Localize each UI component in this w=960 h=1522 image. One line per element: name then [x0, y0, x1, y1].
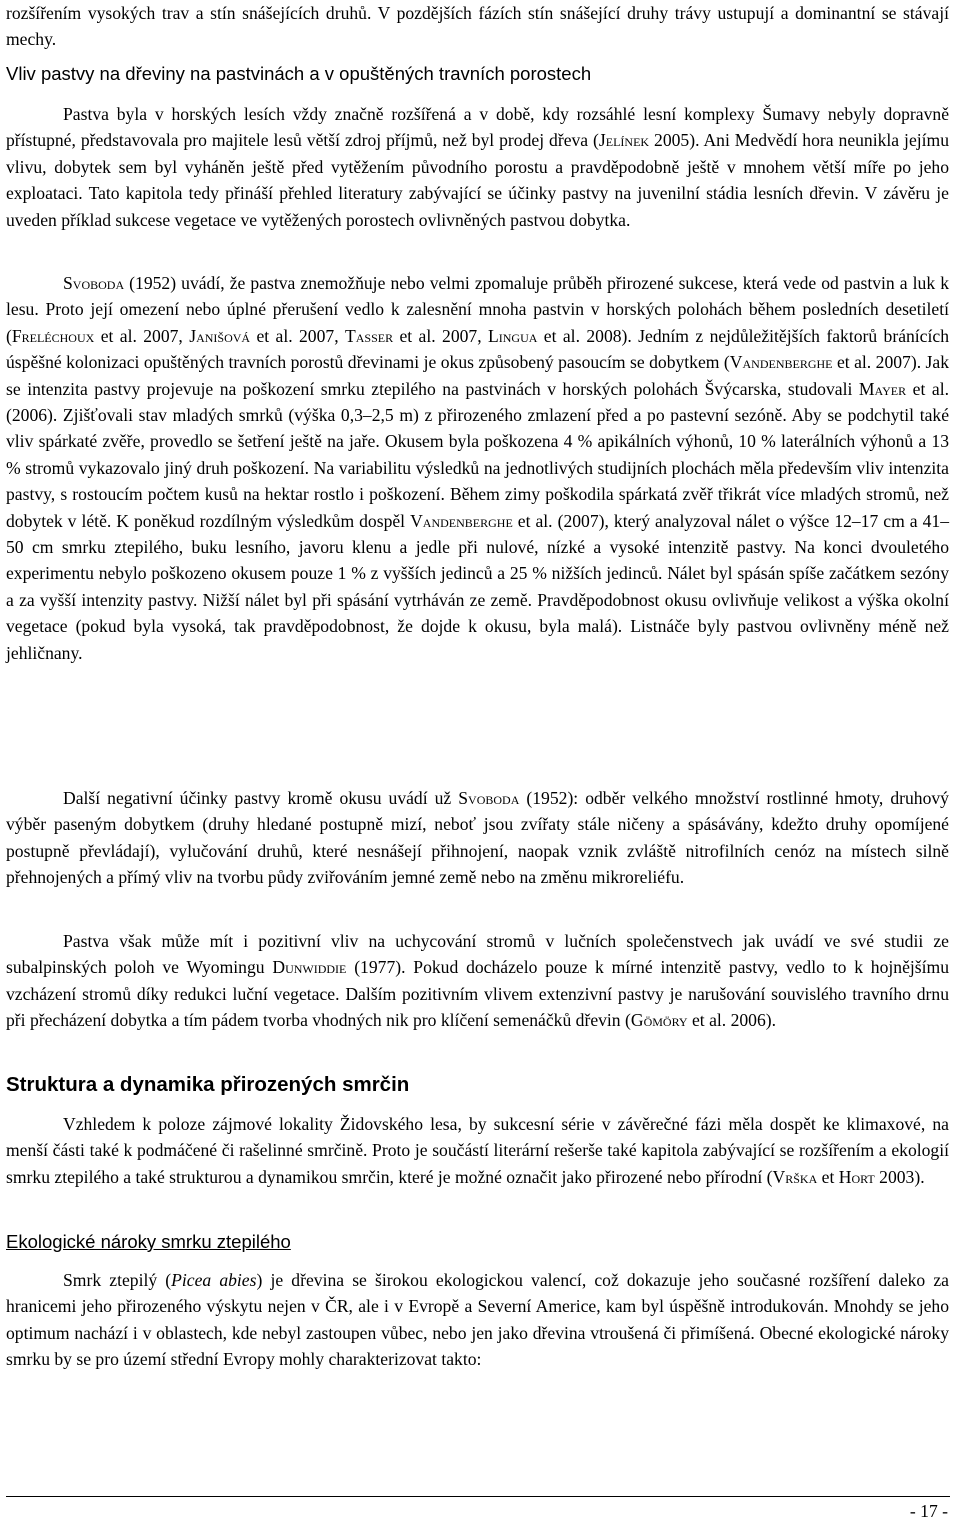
heading-grazing-effects: Vliv pastvy na dřeviny na pastvinách a v opuštěných travních porostech: [6, 63, 592, 84]
species-name: Picea abies: [171, 1270, 257, 1290]
citation-author: Janišová: [189, 325, 251, 346]
citation-author: Jelínek: [598, 130, 650, 151]
heading-spruce-structure: Struktura a dynamika přirozených smrčin: [6, 1073, 410, 1096]
citation-author: Mayer: [858, 378, 907, 399]
citation-author: Vandenberghe: [410, 510, 513, 531]
paragraph-continued: rozšířením vysokých trav a stín snášejících druhů. V pozdějších fázích stín snášející druhy trávy ustupují a dominantní se stávají mechy.: [6, 3, 949, 50]
citation-author: Tasser: [344, 325, 394, 346]
page-number: - 17 -: [909, 1501, 948, 1521]
paragraph-spruce-requirements: Smrk ztepilý (Picea abies) je dřevina se širokou ekologickou valencí, což dokazuje jeho současné rozšíření daleko za hranicemi jeho přirozeného výskytu nejen v ČR, ale i v Evropě a Severní Americe, kam byl úspěšně introdukován. Mnohdy se jeho optimum nachází i v oblastech, kde nebyl zastoupen vůbec, nebo jen jako dřevina vtroušená či přimíšená. Obecné ekologické nároky smrku by se pro území střední Evropy mohly charakterizovat takto:: [6, 1270, 949, 1370]
citation-author: Lingua: [488, 325, 538, 346]
citation-author: Freléchoux: [11, 325, 95, 346]
heading-spruce-ecology: Ekologické nároky smrku ztepilého: [6, 1231, 291, 1252]
citation-author: Svoboda: [63, 273, 125, 293]
paragraph-positive-effects: Pastva však může mít i pozitivní vliv na uchycování stromů v lučních společenstvech jak uvádí ve své studii ze subalpinských poloh ve Wyomingu Dunwiddie (1977). Pokud docházelo pouze k mírné intenzitě pastvy, vedlo to k hojnějšímu vzcházení stromů díky redukci luční vegetace. Dalším pozitivním vlivem extenzivní pastvy je narušování souvislého travního drnu při přecházení dobytka a tím pádem tvorba vhodných nik pro klíčení semenáčků dřevin (Gömöry et al. 2006).: [6, 931, 949, 1031]
paragraph-grazing-literature: Svoboda (1952) uvádí, že pastva znemožňuje nebo velmi zpomaluje průběh přirozené sukcese, která vede od pastvin a luk k lesu. Proto její omezení nebo úplné přerušení vedlo k zalesnění mnoha pastvin v horských polohách během posledních desetiletí (Freléchoux et al. 2007, Janišová et al. 2007, Tasser et al. 2007, Lingua et al. 2008). Jedním z nejdůležitějších faktorů bránících úspěšné kolonizaci opuštěných travních porostů dřevinami je okus způsobený pasoucím se dobytkem (Vandenberghe et al. 2007). Jak se intenzita pastvy projevuje na poškození smrku ztepilého na pastvinách v horských polohách Švýcarska, studovali Mayer et al. (2006). Zjišťovali stav mladých smrků (výška 0,3–2,5 m) z přirozeného zmlazení před a po pastevní sezóně. Aby se podchytil také vliv spárkaté zvěře, provedlo se šetření ještě na jaře. Okusem byla poškozena 4 % apikálních výhonů, 10 % laterálních výhonů a 13 % stromů vykazovalo jiný druh poškození. Na variabilitu výsledků na jednotlivých studijních plochách měla především vliv intenzita pastvy, s rostoucím počtem kusů na hektar rostlo i poškození. Během zimy poškodila spárkatá zvěř třikrát více mladých stromů, než dobytek v létě. K poněkud rozdílným výsledkům dospěl Vandenberghe et al. (2007), který analyzoval nálet o výšce 12–17 cm a 41–50 cm smrku ztepilého, buku lesního, javoru klenu a jedle při nulové, nízké a vysoké intenzitě pastvy. Na konci dvouletého experimentu nebylo poškozeno okusem pouze 1 % z vyšších jedinců a 25 % nižších jedinců. Nálet byl spásán spíše začátkem sezóny a za vyšší intenzity pastvy. Nižší nálet byl při spásání vytrháván ze země. Pravděpodobnost okusu ovlivňuje velikost a výška okolní vegetace (pokud byla vysoká, tak pravděpodobnost, že dojde k okusu, byla malá). Listnáče byly pastvou ovlivněny méně než jehličnany.: [6, 273, 950, 663]
citation-author: Gömöry: [630, 1010, 688, 1031]
footer-divider: [6, 1496, 950, 1497]
paragraph-grazing-history: Pastva byla v horských lesích vždy značně rozšířená a v době, kdy rozsáhlé lesní komplexy Šumavy nebyly dopravně přístupné, představovala pro majitele lesů větší zdroj příjmů, než byl prodej dřeva (Jelínek 2005). Ani Medvědí hora neunikla jejímu vlivu, dobytek sem byl vyháněn ještě před vytěžením původního porostu a pravděpodobně ještě v mnohem větší míře po jeho exploataci. Tato kapitola tedy přináší přehled literatury zabývající se účinky pastvy na juvenilní stádia lesních dřevin. V závěru je uveden příklad sukcese vegetace ve vytěžených porostech ovlivněných pastvou dobytka.: [6, 104, 950, 230]
citation-author: Dunwiddie: [272, 957, 347, 978]
paragraph-negative-effects: Další negativní účinky pastvy kromě okusu uvádí už Svoboda (1952): odběr velkého množství rostlinné hmoty, druhový výběr paseným dobytkem (druhy hledané postupně mizí, neboť jsou zvířaty stále ničeny a spásávány, kdežto druhy opomíjené postupně převládají), vylučování druhů, které nesnášejí přihnojení, naopak vznik zvláště nitrofilních cenóz na místech silně přehnojených a přímý vliv na tvorbu půdy zviřováním jemné země nebo na změnu mikroreliéfu.: [6, 788, 949, 888]
citation-author: Hort: [838, 1166, 875, 1187]
citation-author: Vandenberghe: [729, 352, 833, 373]
citation-author: Vrška: [772, 1166, 818, 1187]
paragraph-spruce-stands: Vzhledem k poloze zájmové lokality Židovského lesa, by sukcesní série v závěrečné fázi měla dospět ke klimaxové, na menší části také k podmáčené či rašelinné smrčině. Proto je součástí literární rešerše také kapitola zabývající se rozšířením a ekologií smrku ztepilého a také strukturou a dynamikou smrčin, které je možné označit jako přirozené nebo přírodní (Vrška et Hort 2003).: [6, 1114, 949, 1187]
citation-author: Svoboda: [458, 788, 520, 808]
